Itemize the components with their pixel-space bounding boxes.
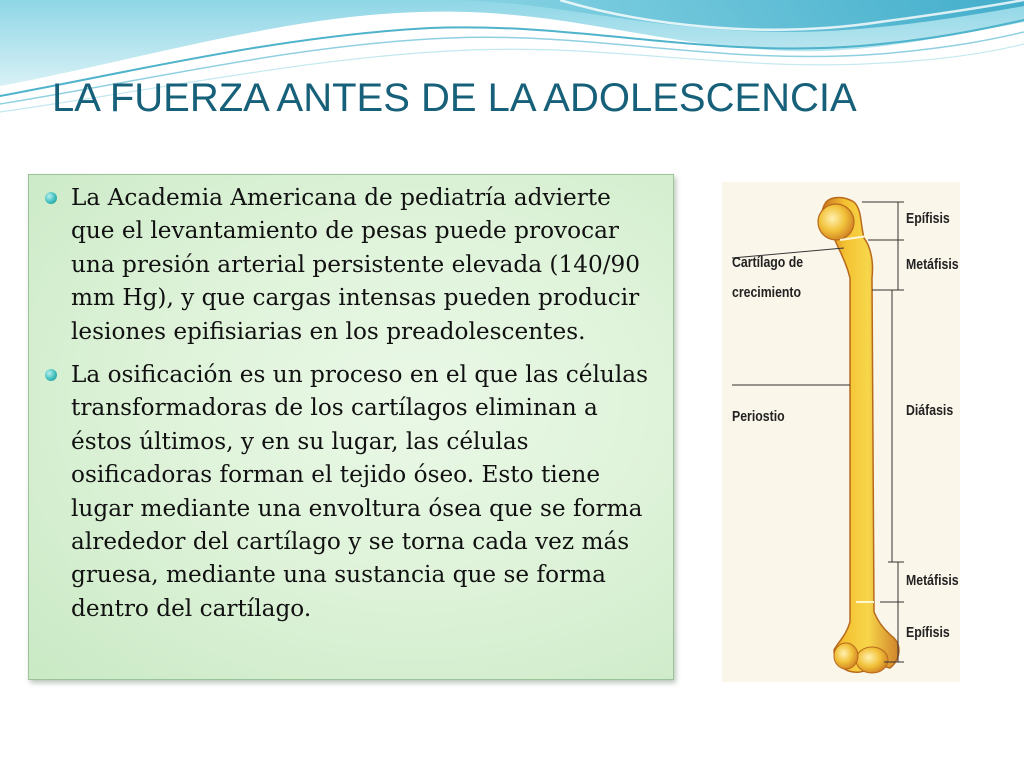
label-cartilago-line1: Cartílago de <box>732 254 804 271</box>
content-box <box>28 174 674 680</box>
label-periostio: Periostio <box>732 408 785 425</box>
label-epifisis-bottom: Epífisis <box>906 624 950 641</box>
bullet-text: La Academia Americana de pediatría advierte que el levantamiento de pesas puede provocar una presión arterial persistente elevada (140/90 mm Hg), y que cargas intensas pueden producir lesiones epifisiarias en los preadolescentes. <box>71 184 641 345</box>
bone-diagram <box>722 182 960 682</box>
label-cartilago-line2: crecimiento <box>732 284 802 301</box>
bullet-item <box>43 181 657 348</box>
label-metafisis-bottom: Metáfisis <box>906 572 959 589</box>
label-metafisis-top: Metáfisis <box>906 256 959 273</box>
bullet-list <box>29 175 673 625</box>
bullet-dot-icon <box>45 192 57 204</box>
slide-title: LA FUERZA ANTES DE LA ADOLESCENCIA <box>52 76 857 120</box>
label-diafasis: Diáfasis <box>906 402 954 419</box>
bullet-text: La osificación es un proceso en el que las células transformadoras de los cartílagos eliminan a éstos últimos, y en su lugar, las células osificadoras forman el tejido óseo. Esto tiene lugar mediante una envoltura ósea que se forma alrededor del cartílago y se torna cada vez más gruesa, mediante una sustancia que se forma dentro del cartílago. <box>71 361 648 622</box>
label-epifisis-top: Epífisis <box>906 210 950 227</box>
bullet-dot-icon <box>45 369 57 381</box>
bullet-item <box>43 358 657 625</box>
